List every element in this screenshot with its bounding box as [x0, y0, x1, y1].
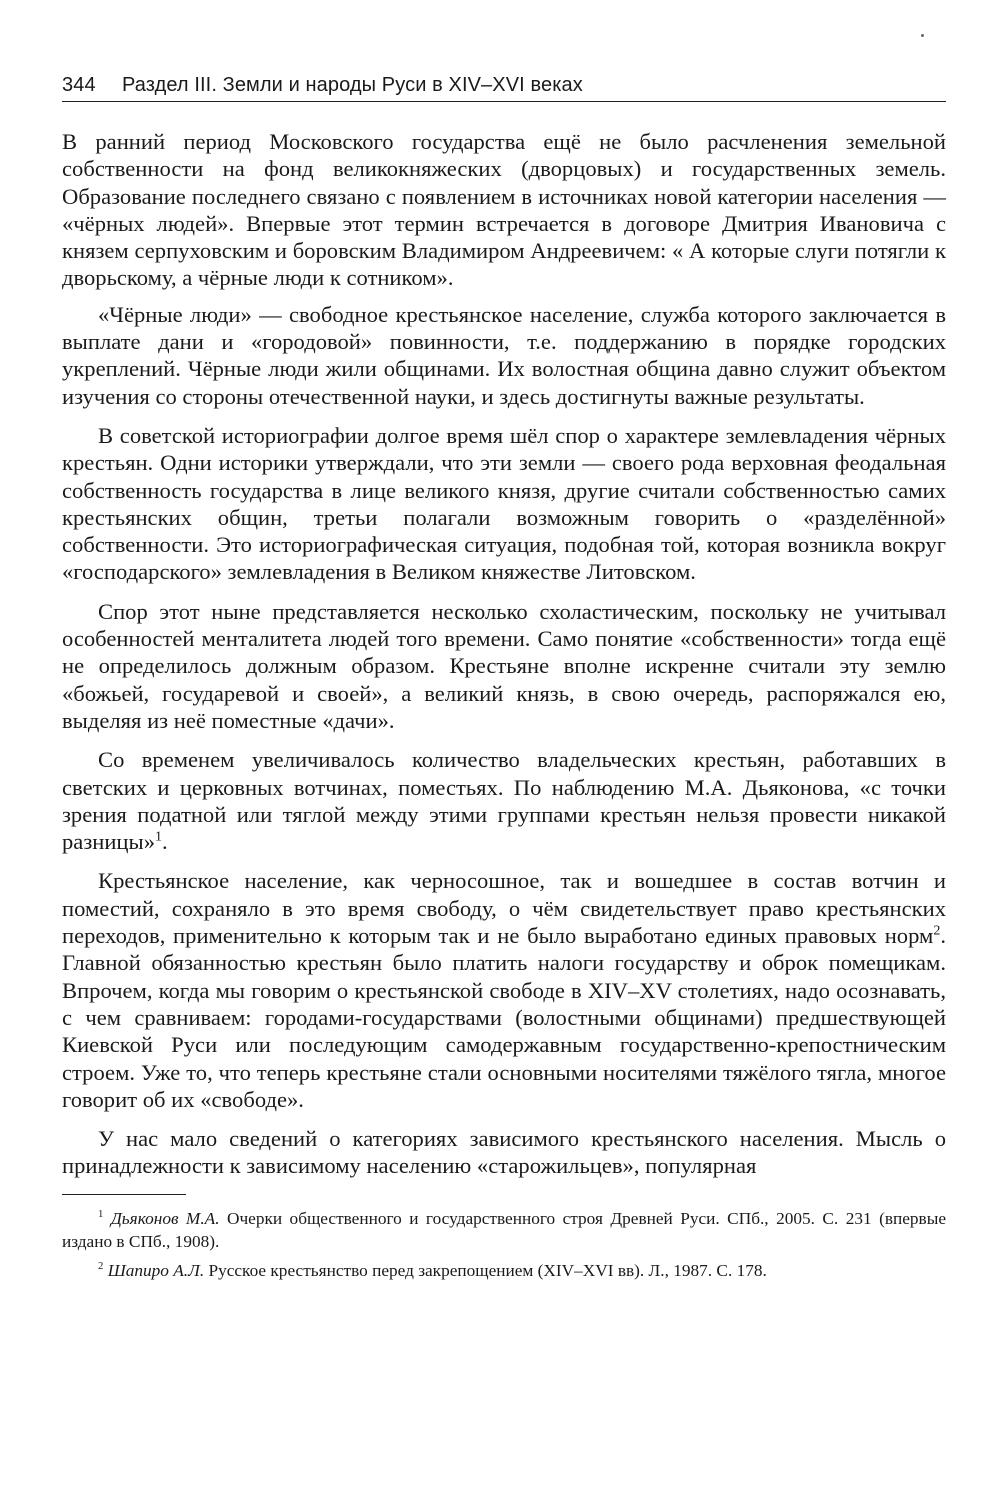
paragraph-1: В ранний период Московского государства ещё не было расчленения земельной собственности на фонд великокняжеских (дворцовых) и государственных земель. Образование последнего связано с появлением в источниках новой категории населения — «чёрных людей». Впервые этот термин встречается в договоре Дмитрия Ивановича с князем серпуховским и боровским Владимиром Андреевичем: « А которые слуги потягли к дворьскому, а чёрные люди к сотником». — [62, 129, 946, 291]
footnote-divider — [62, 1194, 186, 1195]
paragraph-6 — [62, 867, 946, 1113]
paragraph-6-text-b: . Главной обязанностью крестьян было платить налоги государству и оброк помещикам. Впрочем, когда мы говорим о крестьянской свободе в XIV–XV столетиях, надо осознавать, с чем сравниваем: городами-государствами (волостными общинами) предшествующей Киевской Руси или последующим самодержавным государственно-крепостническим строем. Уже то, что теперь крестьяне стали основными носителями тяжёлого тягла, многое говорит об их «свободе». — [62, 923, 946, 1112]
footnote-ref-1: 1 — [155, 829, 163, 845]
body-text — [62, 128, 946, 1180]
footnote-1-author: Дьяконов М.А. — [110, 1208, 220, 1228]
book-page — [62, 74, 946, 1288]
paragraph-5-tail: . — [162, 829, 168, 855]
footnote-1 — [62, 1207, 946, 1253]
footnote-2 — [62, 1259, 946, 1282]
footnote-number-1: 1 — [98, 1207, 104, 1220]
footnote-2-author: Шапиро А.Л. — [107, 1260, 205, 1280]
paragraph-7: У нас мало сведений о категориях зависимого крестьянского населения. Мысль о принадлежности к зависимому населению «старожильцев», популярная — [62, 1126, 946, 1179]
paragraph-3: В советской историографии долгое время шёл спор о характере землевладения чёрных крестьян. Одни историки утверждали, что эти земли — своего рода верховная феодальная собственность государства в лице великого князя, другие считали собственностью самих крестьянских общин, третьи полагали возможным говорить о «разделённой» собственности. Это историографическая ситуация, подобная той, которая возникла вокруг «господарского» землевладения в Великом княжестве Литовском. — [62, 422, 946, 585]
scan-speck — [921, 34, 924, 37]
footnotes — [62, 1207, 946, 1282]
page-number: 344 — [62, 74, 96, 96]
paragraph-5 — [62, 746, 946, 855]
running-title: Раздел III. Земли и народы Руси в XIV–XVI веках — [122, 74, 583, 96]
running-header — [62, 74, 946, 102]
paragraph-2: «Чёрные люди» — свободное крестьянское население, служба которого заключается в выплате дани и «городовой» повинности, т.е. поддержанию в порядке городских укреплений. Чёрные люди жили общинами. Их волостная община давно служит объектом изучения со стороны отечественной науки, и здесь достигнуты важные результаты. — [62, 301, 946, 409]
paragraph-5-text: Со временем увеличивалось количество владельческих крестьян, работавших в светских и церковных вотчинах, поместьях. По наблюдению М.А. Дьяконова, «с точки зрения податной или тяглой между этими группами крестьян нельзя провести никакой разницы» — [62, 747, 946, 855]
footnote-1-text: Очерки общественного и государственного строя Древней Руси. СПб., 2005. С. 231 (впервые издано в СПб., 1908). — [62, 1208, 946, 1251]
paragraph-6-text-a: Крестьянское население, как черносошное, так и вошедшее в состав вотчин и поместий, сохраняло в это время свободу, о чём свидетельствует право крестьянских переходов, применительно к которым так и не было выработано единых правовых норм — [62, 868, 946, 949]
footnote-ref-2: 2 — [933, 923, 941, 939]
paragraph-4: Спор этот ныне представляется несколько схоластическим, поскольку не учитывал особенностей менталитета людей того времени. Само понятие «собственности» тогда ещё не определилось должным образом. Крестьяне вполне искренне считали эту землю «божьей, государевой и своей», а великий князь, в свою очередь, распоряжался ею, выделяя из неё поместные «дачи». — [62, 598, 946, 733]
footnote-number-2: 2 — [98, 1259, 104, 1272]
footnote-2-text: Русское крестьянство перед закрепощением (XIV–XVI вв). Л., 1987. С. 178. — [204, 1260, 767, 1280]
